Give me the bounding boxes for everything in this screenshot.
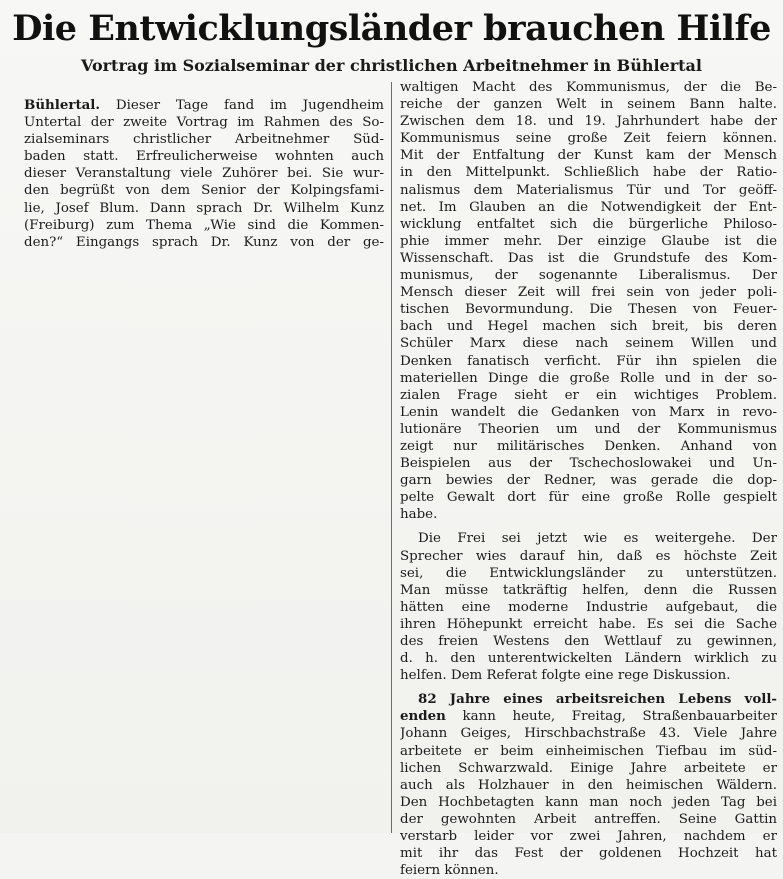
text-line: den begrüßt von dem Senior der Kolpingsfami- [24, 183, 384, 199]
text-line [24, 97, 384, 114]
text-line: hätten eine moderne Industrie aufgebaut, die [400, 599, 777, 615]
text-line: Man müsse tatkräftig helfen, denn die Russen [400, 582, 777, 598]
text-line-lead: 82 Jahre eines arbeitsreichen Lebens voll- [418, 691, 777, 708]
text-line: Sprecher wies darauf hin, daß es höchste Zeit [400, 548, 777, 564]
text-line: feiern können. [400, 863, 499, 879]
headline: Die Entwicklungsländer brauchen Hilfe [12, 8, 771, 49]
text-line: phie immer mehr. Der einzige Glaube ist die [400, 233, 777, 249]
subheadline: Vortrag im Sozialseminar der christlichen Arbeitnehmer in Bühlertal [81, 56, 702, 75]
text-line: Mit der Entfaltung der Kunst kam der Mensch [400, 148, 777, 164]
text-line: Mensch dieser Zeit will frei sein von jeder poli- [400, 285, 777, 301]
text-line: Untertal der zweite Vortrag im Rahmen des So- [24, 115, 384, 131]
text-line: (Freiburg) zum Thema „Wie sind die Kommen- [24, 217, 384, 233]
text-line: Wissenschaft. Das ist die Grundstufe des Kom- [400, 250, 777, 266]
text-line: lichen Schwarzwald. Einige Jahre arbeitete er [400, 760, 777, 776]
paragraph-gap [400, 684, 777, 691]
text-line: lie, Josef Blum. Dann sprach Dr. Wilhelm Kunz [24, 200, 384, 216]
text-line: habe. [400, 507, 438, 523]
text-fragment-lead: enden [400, 708, 446, 725]
text-line: wicklung entfaltet sich die bürgerliche Philoso- [400, 216, 777, 232]
text-line: materiellen Dinge die große Rolle und in der so- [400, 370, 777, 386]
column-divider [391, 82, 392, 833]
text-line: munismus, der sogenannte Liberalismus. Der [400, 268, 777, 284]
text-line [400, 708, 777, 725]
text-fragment: Dieser Tage fand im Jugendheim [100, 98, 384, 113]
text-line: Denken fanatisch verficht. Für ihn spielen die [400, 353, 777, 369]
text-line: der gewohnten Arbeit antreffen. Seine Gattin [400, 811, 777, 827]
text-line: verstarb leider vor zwei Jahren, nachdem er [400, 829, 777, 845]
text-line: zeigt nur militärisches Denken. Anhand von [400, 438, 777, 454]
text-line: lutionäre Theorien um und der Kommunismus [400, 421, 777, 437]
paragraph-communism [400, 79, 777, 523]
text-fragment: kann heute, Freitag, Straßenbauarbeiter [445, 709, 777, 725]
text-line: helfen. Dem Referat folgte eine rege Diskussion. [400, 668, 731, 684]
text-line: waltigen Macht des Kommunismus, der die Be- [400, 80, 777, 95]
text-line: den?“ Eingangs sprach Dr. Kunz von der ge- [24, 234, 384, 250]
text-line: reiche der ganzen Welt in seinem Bann halte. [400, 97, 777, 113]
text-line: des freien Westens den Wettlauf zu gewinnen, [400, 634, 777, 649]
text-line: tischen Bevormundung. Die Thesen von Feuer- [400, 302, 777, 318]
paragraph-gap [400, 523, 777, 530]
text-line: arbeitete er beim einheimischen Tiefbau im süd- [400, 743, 777, 759]
text-line: nalismus dem Materialismus Tür und Tor geöff- [400, 182, 777, 198]
text-line: Die Frei sei jetzt wie es weitergehe. Der [418, 531, 777, 547]
text-line: baden statt. Erfreulicherweise wohnten auch [24, 149, 384, 165]
paragraph-development-aid [400, 530, 777, 684]
text-line: garn bewies der Redner, was gerade die dop- [400, 473, 777, 489]
text-line: Lenin wandelt die Gedanken von Marx in revo- [400, 404, 777, 420]
dateline: Bühlertal. [24, 97, 101, 113]
text-line: bach und Hegel machen sich breit, bis deren [400, 319, 777, 335]
text-line: Zwischen dem 18. und 19. Jahrhundert habe der [400, 114, 777, 130]
paragraph-birthday [400, 691, 777, 879]
text-line: mit ihr das Fest der goldenen Hochzeit hat [400, 846, 777, 862]
text-line: pelte Gewalt dort für eine große Rolle gespielt [400, 490, 777, 506]
text-line: in den Mittelpunkt. Schließlich habe der Ratio- [400, 165, 777, 181]
text-line: Schüler Marx diese nach seinem Willen und [400, 336, 777, 352]
text-line: sei, die Entwicklungsländer zu unterstützen. [400, 565, 777, 581]
text-line: Johann Geiges, Hirschbachstraße 43. Viele Jahre [400, 726, 777, 742]
text-line: net. Im Glauben an die Notwendigkeit der Ent- [400, 199, 777, 215]
text-line: dieser Veranstaltung viele Zuhörer bei. Sie wur- [24, 166, 384, 182]
text-line: Kommunismus seine große Zeit feiern können. [400, 131, 777, 147]
text-line: Den Hochbetagten kann man noch jeden Tag bei [400, 794, 777, 810]
text-line: d. h. den unterentwickelten Ländern wirklich zu [400, 651, 777, 667]
left-column [24, 97, 384, 251]
right-column [400, 79, 777, 879]
text-line: zialen Frage sieht er ein wichtiges Problem. [400, 387, 777, 403]
text-line: Beispielen aus der Tschechoslowakei und Un- [400, 456, 777, 472]
text-line: ihren Höhepunkt erreicht habe. Es sei die Sache [400, 616, 777, 632]
text-line: zialseminars christlicher Arbeitnehmer Süd- [24, 132, 384, 148]
text-line: auch als Holzhauer in den heimischen Wäldern. [400, 777, 777, 793]
